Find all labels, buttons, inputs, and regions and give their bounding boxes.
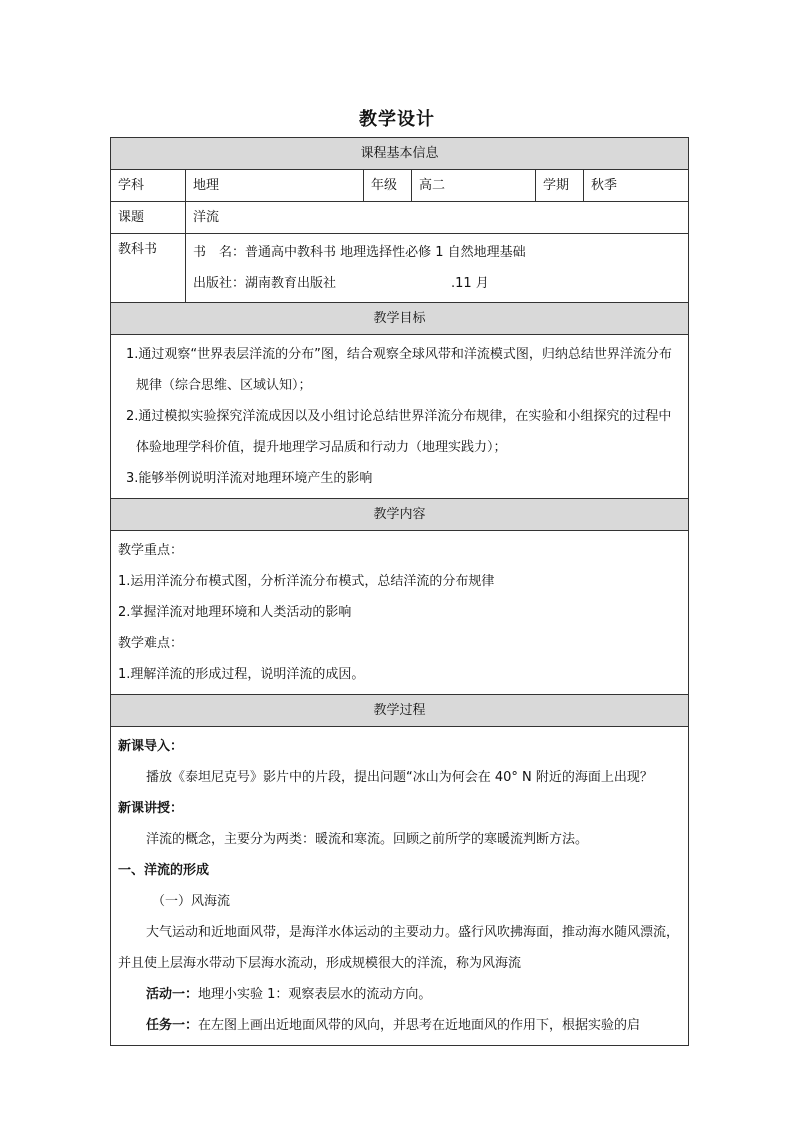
grade-value: 高二	[412, 170, 536, 202]
section-heading: 一、洋流的形成	[118, 863, 210, 878]
task-label: 任务一：	[146, 1018, 199, 1033]
activity-label: 活动一：	[146, 987, 199, 1002]
grade-label: 年级	[364, 170, 412, 202]
publisher-line	[193, 268, 681, 299]
topic-label: 课题	[111, 202, 186, 234]
goal-item: 2.通过模拟实验探究洋流成因以及小组讨论总结世界洋流分布规律，在实验和小组探究的过程中体验地理学科价值，提升地理学习品质和行动力（地理实践力）；	[126, 409, 672, 455]
content-header: 教学内容	[111, 499, 689, 531]
content-body	[111, 531, 689, 695]
publish-date: .11 月	[451, 276, 489, 291]
wind-current-paragraph: 大气运动和近地面风带，是海洋水体运动的主要动力。盛行风吹拂海面，推动海水随风漂流，并且使上层海水带动下层海水流动，形成规模很大的洋流，称为风海流	[118, 925, 680, 971]
subject-label: 学科	[111, 170, 186, 202]
activity-text: 地理小实验 1：观察表层水的流动方向。	[198, 987, 432, 1002]
publisher-text: 出版社：湖南教育出版社	[193, 276, 337, 291]
subject-value: 地理	[186, 170, 364, 202]
textbook-value	[186, 234, 689, 303]
key-point-item: 2.掌握洋流对地理环境和人类活动的影响	[118, 605, 352, 620]
term-label: 学期	[536, 170, 584, 202]
activity-line	[118, 979, 681, 1010]
difficult-point-item: 1.理解洋流的形成过程，说明洋流的成因。	[118, 667, 365, 682]
task-line	[118, 1010, 681, 1041]
intro-label: 新课导入：	[118, 739, 184, 754]
task-text: 在左图上画出近地面风带的风向，并思考在近地面风的作用下，根据实验的启	[198, 1018, 641, 1033]
goal-item: 1.通过观察“世界表层洋流的分布”图，结合观察全球风带和洋流模式图，归纳总结世界洋流分布规律（综合思维、区域认知）；	[126, 347, 672, 393]
lecture-text: 洋流的概念，主要分为两类：暖流和寒流。回顾之前所学的寒暖流判断方法。	[146, 832, 589, 847]
goal-item: 3.能够举例说明洋流对地理环境产生的影响	[126, 471, 373, 486]
term-value: 秋季	[584, 170, 689, 202]
intro-text: 播放《泰坦尼克号》影片中的片段，提出问题“冰山为何会在 40° N 附近的海面上出现？	[146, 770, 653, 785]
process-header: 教学过程	[111, 695, 689, 727]
goals-content	[111, 335, 689, 499]
lesson-plan-table	[110, 137, 689, 1046]
subsection-heading: （一）风海流	[152, 894, 231, 909]
topic-value: 洋流	[186, 202, 689, 234]
key-points-label: 教学重点：	[118, 543, 184, 558]
book-name-line: 书 名：普通高中教科书 地理选择性必修 1 自然地理基础	[193, 245, 526, 260]
lecture-label: 新课讲授：	[118, 801, 184, 816]
difficult-points-label: 教学难点：	[118, 636, 184, 651]
process-body	[111, 727, 689, 1046]
key-point-item: 1.运用洋流分布模式图，分析洋流分布模式，总结洋流的分布规律	[118, 574, 495, 589]
page-title: 教学设计	[359, 109, 435, 130]
textbook-label: 教科书	[111, 234, 186, 303]
goals-header: 教学目标	[111, 303, 689, 335]
basic-info-header: 课程基本信息	[111, 138, 689, 170]
